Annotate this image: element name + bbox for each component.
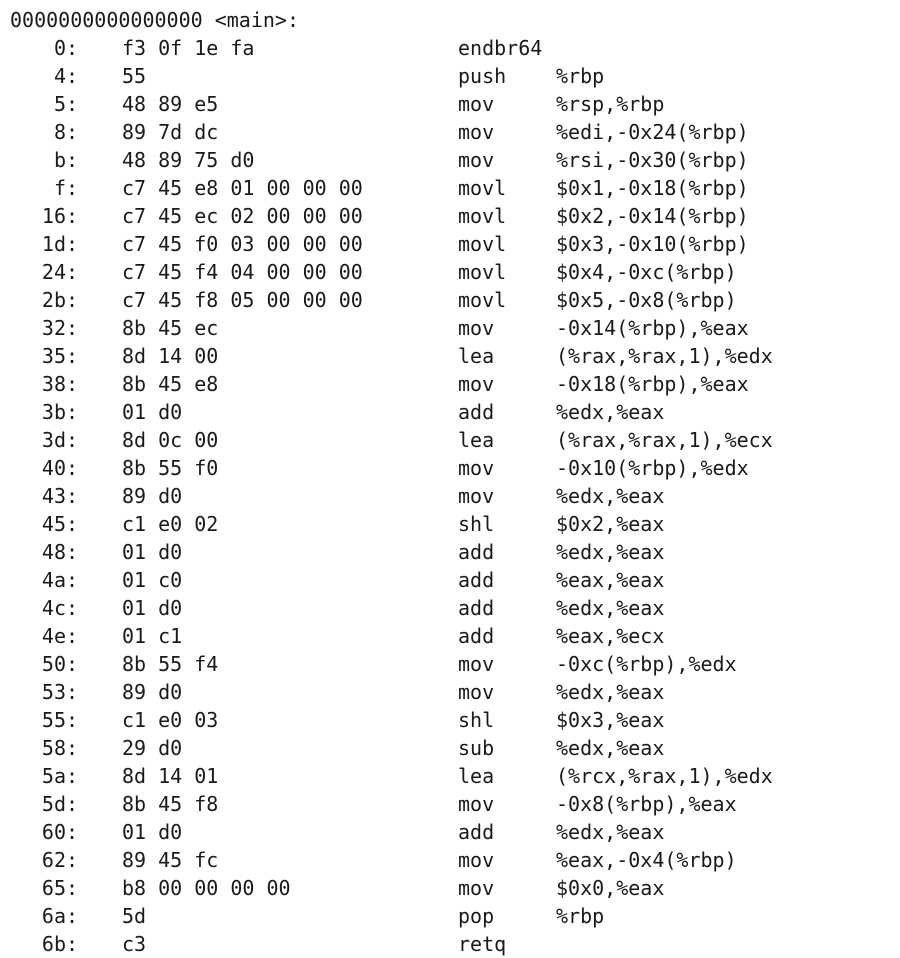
instruction-row: [0, 902, 900, 930]
instruction-bytes: c7 45 f8 05 00 00 00: [122, 288, 363, 312]
instruction-address: 24: [41, 260, 66, 284]
instruction-mnemonic: mov: [458, 792, 495, 816]
address-separator: :: [66, 260, 79, 284]
address-separator: :: [66, 288, 79, 312]
instruction-mnemonic: sub: [458, 736, 495, 760]
instruction-address: 6b: [41, 932, 66, 956]
instruction-address: 65: [41, 876, 66, 900]
address-separator: :: [66, 232, 79, 256]
instruction-mnemonic: mov: [458, 848, 495, 872]
instruction-mnemonic: mov: [458, 876, 495, 900]
instruction-row: [0, 286, 900, 314]
instruction-mnemonic: movl: [458, 176, 507, 200]
instruction-row: [0, 874, 900, 902]
address-separator: :: [66, 64, 79, 88]
instruction-mnemonic: add: [458, 596, 495, 620]
address-separator: :: [66, 540, 79, 564]
instruction-address: 43: [41, 484, 66, 508]
instruction-mnemonic: mov: [458, 316, 495, 340]
address-separator: :: [66, 400, 79, 424]
instruction-address: 1d: [41, 232, 66, 256]
instruction-row: [0, 790, 900, 818]
address-separator: :: [66, 176, 79, 200]
instruction-mnemonic: add: [458, 540, 495, 564]
instruction-operands: %rbp: [556, 904, 605, 928]
instruction-mnemonic: movl: [458, 260, 507, 284]
instruction-mnemonic: lea: [458, 428, 495, 452]
address-separator: :: [66, 792, 79, 816]
instruction-bytes: 8b 45 f8: [122, 792, 219, 816]
instruction-row: [0, 258, 900, 286]
instruction-bytes: 01 d0: [122, 540, 183, 564]
instruction-mnemonic: mov: [458, 120, 495, 144]
address-separator: :: [66, 736, 79, 760]
address-separator: :: [66, 204, 79, 228]
instruction-bytes: 89 d0: [122, 484, 183, 508]
instruction-address: 5a: [41, 764, 66, 788]
instruction-row: [0, 174, 900, 202]
instruction-row: [0, 818, 900, 846]
instruction-mnemonic: mov: [458, 92, 495, 116]
address-separator: :: [66, 316, 79, 340]
instruction-address: 5d: [41, 792, 66, 816]
address-separator: :: [66, 932, 79, 956]
instruction-mnemonic: mov: [458, 652, 495, 676]
instruction-bytes: c7 45 ec 02 00 00 00: [122, 204, 363, 228]
instruction-operands: %eax,%ecx: [556, 624, 665, 648]
instruction-bytes: 29 d0: [122, 736, 183, 760]
instruction-operands: %rbp: [556, 64, 605, 88]
instruction-operands: $0x3,%eax: [556, 708, 665, 732]
instruction-row: [0, 62, 900, 90]
instruction-mnemonic: movl: [458, 288, 507, 312]
instruction-mnemonic: pop: [458, 904, 495, 928]
instruction-operands: %edx,%eax: [556, 820, 665, 844]
instruction-mnemonic: endbr64: [458, 36, 543, 60]
instruction-mnemonic: lea: [458, 344, 495, 368]
instruction-operands: %edx,%eax: [556, 736, 665, 760]
instruction-bytes: 8b 55 f4: [122, 652, 219, 676]
instruction-row: [0, 426, 900, 454]
function-header: [10, 6, 299, 34]
instruction-address: 60: [41, 820, 66, 844]
instruction-operands: -0x18(%rbp),%eax: [556, 372, 749, 396]
instruction-operands: %rsp,%rbp: [556, 92, 665, 116]
address-separator: :: [66, 36, 79, 60]
instruction-address: 55: [41, 708, 66, 732]
instruction-address: 38: [41, 372, 66, 396]
instruction-mnemonic: mov: [458, 484, 495, 508]
instruction-address: 48: [41, 540, 66, 564]
instruction-operands: $0x3,-0x10(%rbp): [556, 232, 749, 256]
address-separator: :: [66, 624, 79, 648]
instruction-bytes: 01 c0: [122, 568, 183, 592]
instruction-mnemonic: movl: [458, 204, 507, 228]
instruction-row: [0, 454, 900, 482]
address-separator: :: [66, 372, 79, 396]
instruction-mnemonic: add: [458, 568, 495, 592]
instruction-address: 53: [41, 680, 66, 704]
address-separator: :: [66, 652, 79, 676]
instruction-bytes: 01 d0: [122, 596, 183, 620]
instruction-mnemonic: movl: [458, 232, 507, 256]
instruction-row: [0, 90, 900, 118]
instruction-row: [0, 538, 900, 566]
instruction-row: [0, 230, 900, 258]
instruction-row: [0, 510, 900, 538]
instruction-operands: %edx,%eax: [556, 400, 665, 424]
instruction-mnemonic: lea: [458, 764, 495, 788]
instruction-address: 5: [53, 92, 66, 116]
instruction-row: [0, 678, 900, 706]
instruction-row: [0, 398, 900, 426]
address-separator: :: [66, 428, 79, 452]
instruction-operands: %eax,%eax: [556, 568, 665, 592]
instruction-operands: %edx,%eax: [556, 540, 665, 564]
instruction-address: 4c: [41, 596, 66, 620]
instruction-operands: $0x0,%eax: [556, 876, 665, 900]
instruction-operands: $0x2,%eax: [556, 512, 665, 536]
instruction-bytes: c7 45 f4 04 00 00 00: [122, 260, 363, 284]
instruction-bytes: 89 7d dc: [122, 120, 219, 144]
instruction-operands: (%rcx,%rax,1),%edx: [556, 764, 773, 788]
instruction-operands: $0x1,-0x18(%rbp): [556, 176, 749, 200]
instruction-row: [0, 118, 900, 146]
instruction-bytes: 8b 45 ec: [122, 316, 219, 340]
instruction-bytes: 01 d0: [122, 820, 183, 844]
instruction-row: [0, 566, 900, 594]
address-separator: :: [66, 148, 79, 172]
instruction-row: [0, 762, 900, 790]
instruction-row: [0, 594, 900, 622]
instruction-operands: -0xc(%rbp),%edx: [556, 652, 737, 676]
instruction-operands: %edx,%eax: [556, 680, 665, 704]
instruction-row: [0, 734, 900, 762]
address-separator: :: [66, 708, 79, 732]
instruction-row: [0, 314, 900, 342]
instruction-address: 3d: [41, 428, 66, 452]
instruction-operands: $0x5,-0x8(%rbp): [556, 288, 737, 312]
instruction-operands: $0x4,-0xc(%rbp): [556, 260, 737, 284]
instruction-address: 2b: [41, 288, 66, 312]
address-separator: :: [66, 680, 79, 704]
instruction-address: 35: [41, 344, 66, 368]
address-separator: :: [66, 596, 79, 620]
address-separator: :: [66, 764, 79, 788]
instruction-bytes: 8d 0c 00: [122, 428, 219, 452]
instruction-bytes: f3 0f 1e fa: [122, 36, 255, 60]
instruction-bytes: 8d 14 01: [122, 764, 219, 788]
instruction-row: [0, 146, 900, 174]
instruction-bytes: 48 89 e5: [122, 92, 219, 116]
instruction-bytes: 01 d0: [122, 400, 183, 424]
instruction-row: [0, 846, 900, 874]
instruction-bytes: c1 e0 03: [122, 708, 219, 732]
instruction-mnemonic: shl: [458, 512, 495, 536]
function-symbol: <main>:: [214, 8, 299, 32]
instruction-address: 16: [41, 204, 66, 228]
address-separator: :: [66, 512, 79, 536]
instruction-bytes: c1 e0 02: [122, 512, 219, 536]
instruction-row: [0, 622, 900, 650]
instruction-address: 62: [41, 848, 66, 872]
instruction-row: [0, 342, 900, 370]
instruction-mnemonic: retq: [458, 932, 507, 956]
instruction-operands: %eax,-0x4(%rbp): [556, 848, 737, 872]
instruction-address: 4e: [41, 624, 66, 648]
instruction-bytes: 5d: [122, 904, 147, 928]
instruction-address: 40: [41, 456, 66, 480]
instruction-operands: -0x8(%rbp),%eax: [556, 792, 737, 816]
instruction-operands: %edx,%eax: [556, 484, 665, 508]
function-address: 0000000000000000: [10, 8, 203, 32]
address-separator: :: [66, 848, 79, 872]
instruction-bytes: 89 d0: [122, 680, 183, 704]
instruction-row: [0, 706, 900, 734]
instruction-mnemonic: add: [458, 820, 495, 844]
instruction-mnemonic: mov: [458, 456, 495, 480]
instruction-address: b: [53, 148, 66, 172]
address-separator: :: [66, 820, 79, 844]
instruction-mnemonic: mov: [458, 680, 495, 704]
address-separator: :: [66, 344, 79, 368]
address-separator: :: [66, 120, 79, 144]
address-separator: :: [66, 876, 79, 900]
instruction-mnemonic: push: [458, 64, 507, 88]
instruction-row: [0, 370, 900, 398]
instruction-address: 4: [53, 64, 66, 88]
instruction-bytes: c3: [122, 932, 147, 956]
instruction-address: 32: [41, 316, 66, 340]
instruction-mnemonic: mov: [458, 372, 495, 396]
instruction-operands: %edx,%eax: [556, 596, 665, 620]
instruction-address: 4a: [41, 568, 66, 592]
instruction-address: 45: [41, 512, 66, 536]
instruction-operands: (%rax,%rax,1),%ecx: [556, 428, 773, 452]
instruction-row: [0, 482, 900, 510]
address-separator: :: [66, 92, 79, 116]
instruction-row: [0, 34, 900, 62]
instruction-address: 3b: [41, 400, 66, 424]
address-separator: :: [66, 484, 79, 508]
instruction-address: 0: [53, 36, 66, 60]
instruction-bytes: 89 45 fc: [122, 848, 219, 872]
instruction-address: 50: [41, 652, 66, 676]
instruction-operands: $0x2,-0x14(%rbp): [556, 204, 749, 228]
instruction-mnemonic: add: [458, 624, 495, 648]
instruction-bytes: 8b 55 f0: [122, 456, 219, 480]
instruction-address: 8: [53, 120, 66, 144]
instruction-row: [0, 202, 900, 230]
address-separator: :: [66, 456, 79, 480]
instruction-bytes: 55: [122, 64, 147, 88]
instruction-operands: (%rax,%rax,1),%edx: [556, 344, 773, 368]
instruction-operands: -0x10(%rbp),%edx: [556, 456, 749, 480]
instruction-bytes: 01 c1: [122, 624, 183, 648]
instruction-operands: %rsi,-0x30(%rbp): [556, 148, 749, 172]
instruction-bytes: c7 45 f0 03 00 00 00: [122, 232, 363, 256]
instruction-operands: %edi,-0x24(%rbp): [556, 120, 749, 144]
instruction-bytes: 8d 14 00: [122, 344, 219, 368]
instruction-bytes: 8b 45 e8: [122, 372, 219, 396]
instruction-operands: -0x14(%rbp),%eax: [556, 316, 749, 340]
instruction-bytes: c7 45 e8 01 00 00 00: [122, 176, 363, 200]
instruction-bytes: 48 89 75 d0: [122, 148, 255, 172]
instruction-row: [0, 650, 900, 678]
instruction-address: 58: [41, 736, 66, 760]
address-separator: :: [66, 568, 79, 592]
address-separator: :: [66, 904, 79, 928]
instruction-mnemonic: add: [458, 400, 495, 424]
instruction-address: 6a: [41, 904, 66, 928]
instruction-address: f: [53, 176, 66, 200]
instruction-mnemonic: mov: [458, 148, 495, 172]
instruction-mnemonic: shl: [458, 708, 495, 732]
instruction-bytes: b8 00 00 00 00: [122, 876, 291, 900]
